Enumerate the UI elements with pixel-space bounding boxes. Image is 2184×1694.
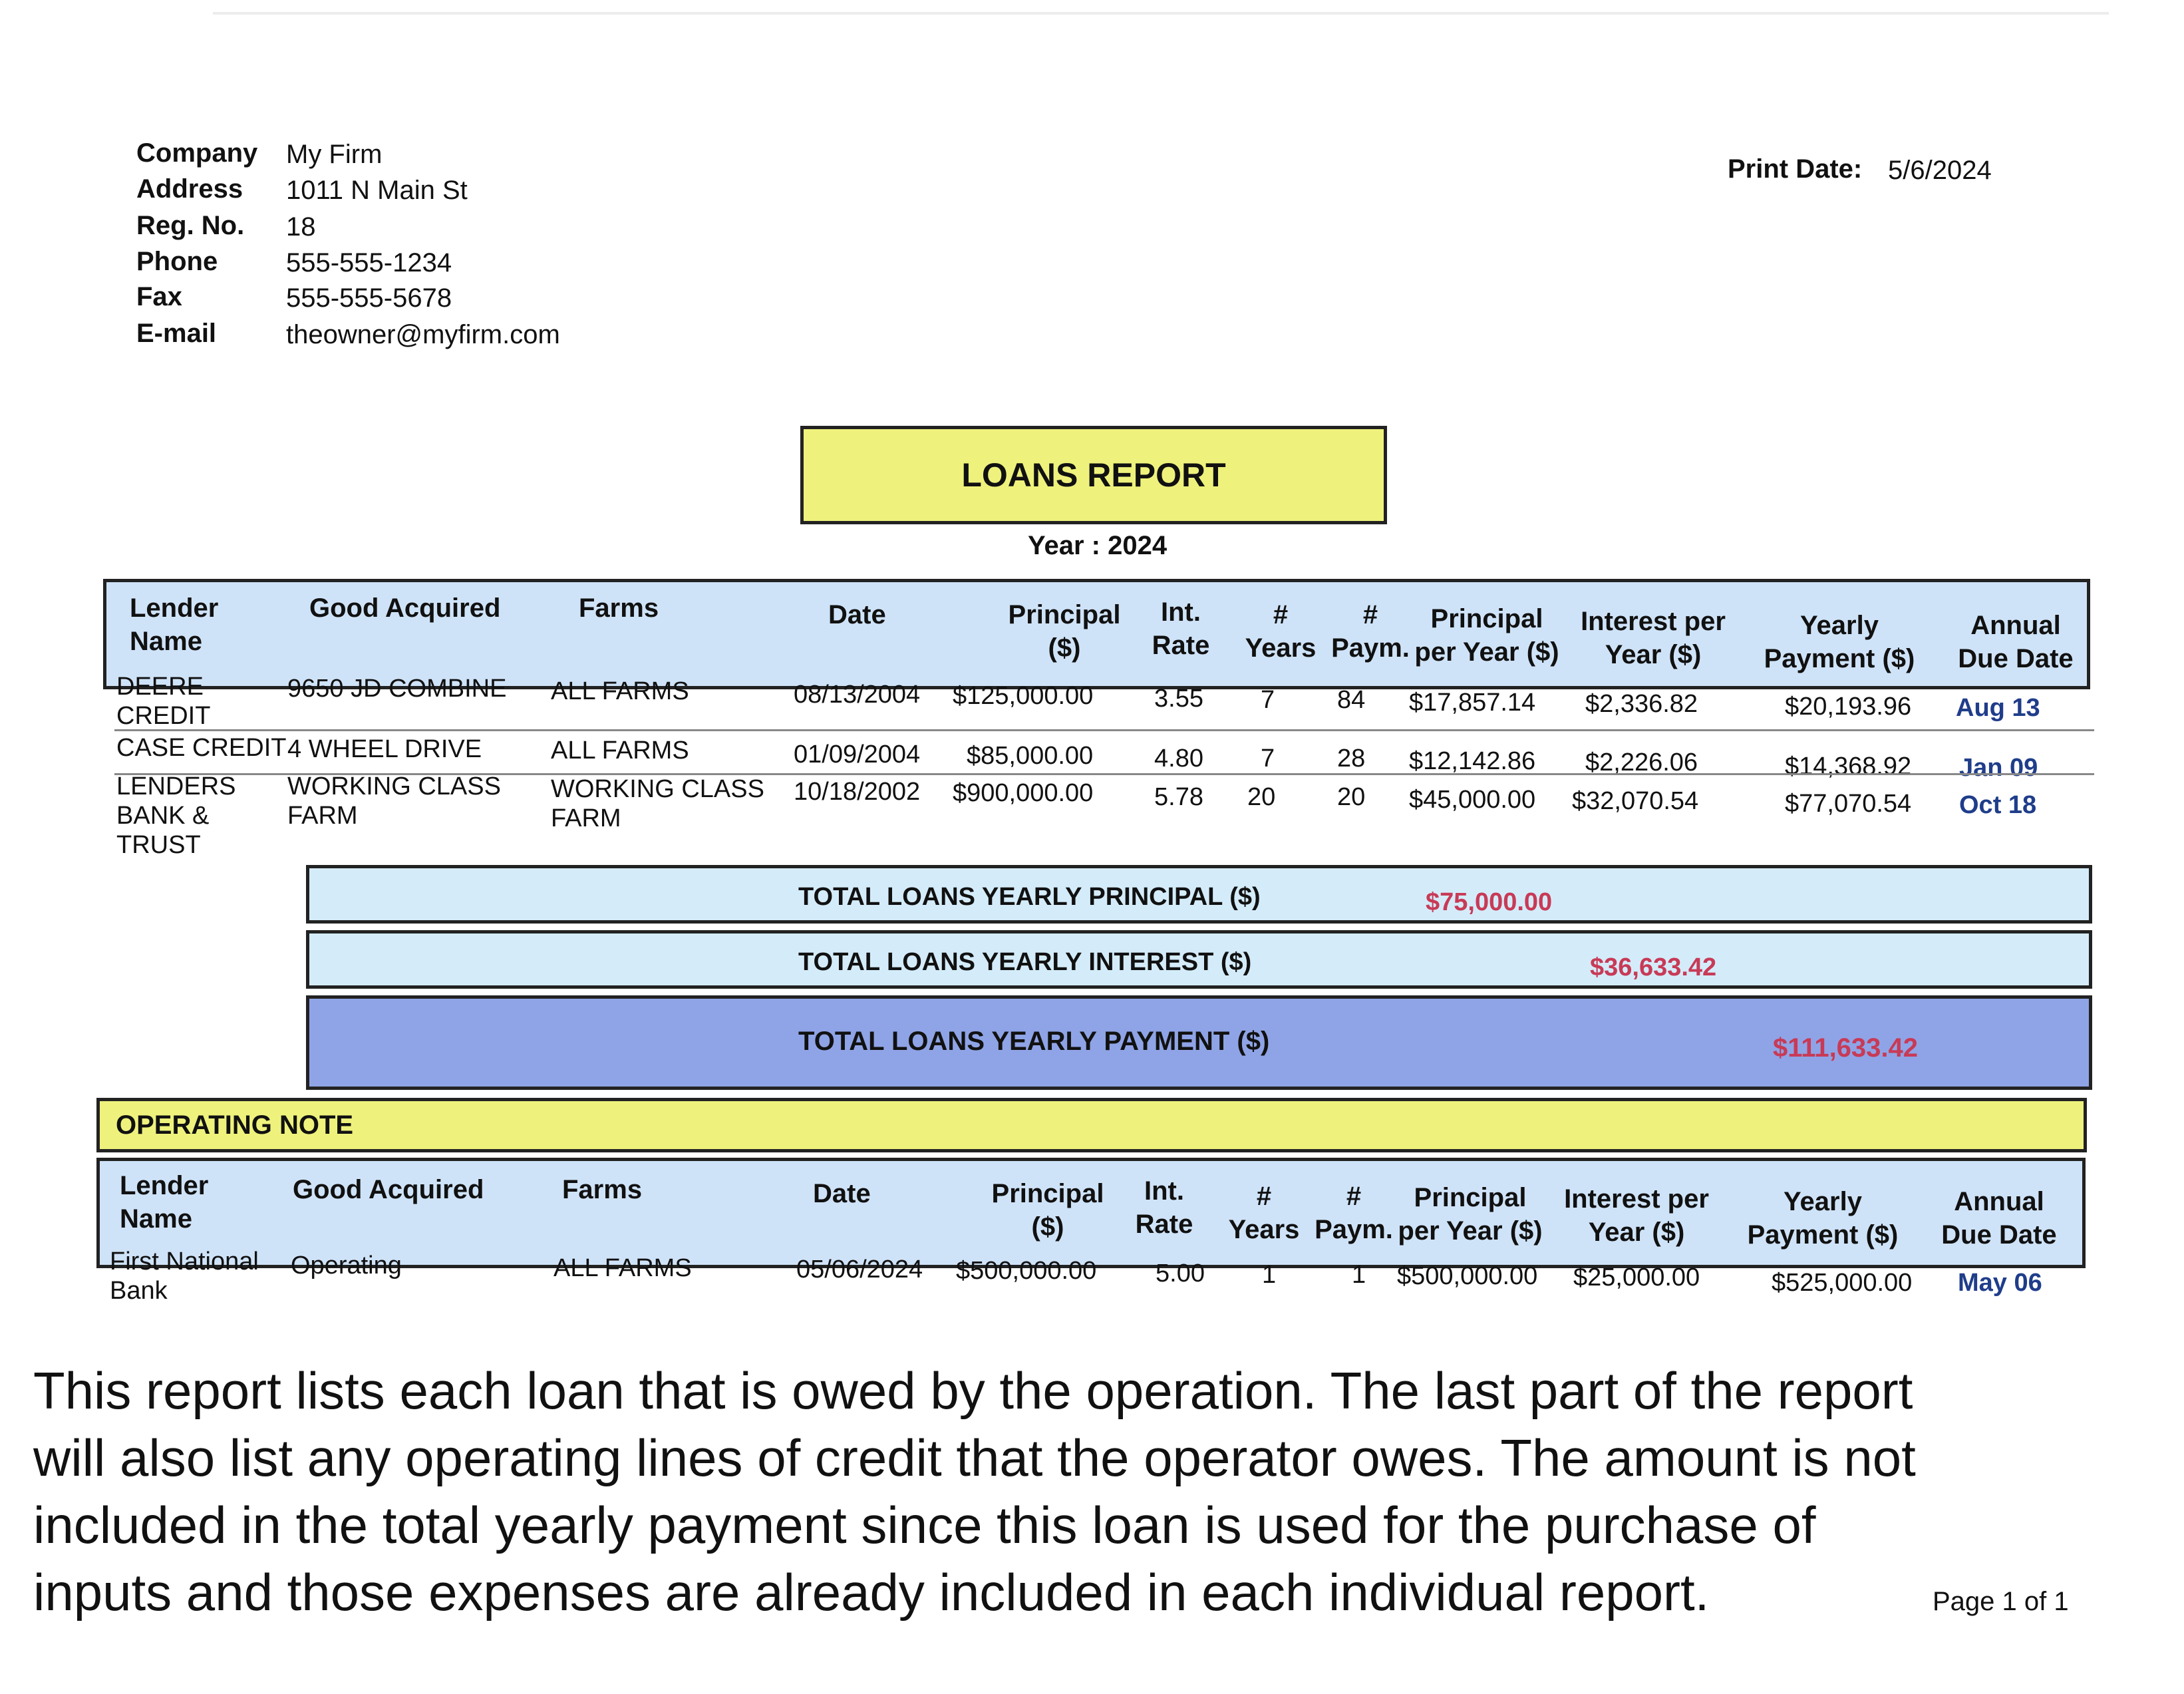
years: 7	[1261, 745, 1275, 772]
yearly-payment: $525,000.00	[1772, 1269, 1913, 1297]
header-principal-per-year: Principal per Year ($)	[1414, 604, 1559, 667]
reg-no-value: 18	[286, 212, 316, 242]
header-date: Date	[828, 600, 886, 629]
good-acquired: WORKING CLASS FARM	[287, 772, 501, 830]
header-annual-due-date: Annual Due Date	[1941, 1187, 2057, 1250]
total-principal-bar	[306, 865, 2092, 924]
row-divider	[114, 729, 2094, 731]
header-years: # Years	[1228, 1182, 1300, 1244]
loan-date: 08/13/2004	[794, 681, 921, 709]
year-label: Year :	[1028, 531, 1100, 560]
total-payment-label: TOTAL LOANS YEARLY PAYMENT ($)	[798, 1027, 1270, 1056]
annual-due-date: Oct 18	[1959, 791, 2037, 819]
total-payment-bar	[306, 995, 2092, 1090]
header-good-acquired: Good Acquired	[309, 593, 501, 623]
header-payments: # Paym.	[1331, 600, 1410, 663]
header-principal: Principal ($)	[991, 1179, 1104, 1242]
scan-edge-rule	[213, 12, 2109, 15]
years: 20	[1247, 783, 1276, 811]
principal-per-year: $45,000.00	[1409, 786, 1536, 814]
int-rate: 5.00	[1156, 1260, 1205, 1287]
good-acquired: 4 WHEEL DRIVE	[287, 735, 482, 763]
int-rate: 5.78	[1154, 783, 1203, 811]
phone-label: Phone	[136, 247, 218, 276]
email-value: theowner@myfirm.com	[286, 320, 560, 349]
total-principal-label: TOTAL LOANS YEARLY PRINCIPAL ($)	[798, 883, 1261, 911]
report-title: LOANS REPORT	[800, 426, 1387, 524]
yearly-payment: $20,193.96	[1785, 693, 1912, 721]
header-interest-per-year: Interest per Year ($)	[1564, 1184, 1709, 1247]
payments: 84	[1337, 686, 1366, 714]
header-good-acquired: Good Acquired	[293, 1175, 484, 1204]
yearly-payment: $14,368.92	[1785, 753, 1912, 780]
annual-due-date: May 06	[1958, 1269, 2042, 1297]
total-interest-label: TOTAL LOANS YEARLY INTEREST ($)	[798, 948, 1252, 976]
address-value: 1011 N Main St	[286, 176, 468, 205]
principal: $85,000.00	[967, 742, 1094, 770]
good-acquired: 9650 JD COMBINE	[287, 675, 507, 703]
total-payment-value: $111,633.42	[1773, 1033, 1919, 1063]
year-value: 2024	[1108, 531, 1168, 560]
farms: WORKING CLASS FARM	[551, 775, 764, 832]
header-farms: Farms	[579, 593, 659, 623]
header-principal-per-year: Principal per Year ($)	[1398, 1183, 1543, 1246]
farms: ALL FARMS	[551, 677, 689, 705]
annual-due-date: Aug 13	[1956, 694, 2040, 722]
lender-name: CASE CREDIT	[116, 734, 287, 762]
operating-note-label: OPERATING NOTE	[116, 1110, 354, 1140]
loan-date: 01/09/2004	[794, 741, 921, 768]
years: 7	[1261, 686, 1275, 714]
fax-value: 555-555-5678	[286, 283, 452, 313]
report-description: This report lists each loan that is owed by the operation. The last part of the report will also list any operating lines of credit that the operator owes. The amount is not included in the total yearly payment since this loan is used for the purchase of inputs and those expenses are already included in each individual report.	[33, 1361, 1916, 1621]
company-label: Company	[136, 138, 258, 168]
total-interest-bar	[306, 930, 2092, 989]
principal: $125,000.00	[953, 682, 1094, 710]
principal-per-year: $500,000.00	[1397, 1262, 1538, 1290]
header-principal: Principal ($)	[1008, 600, 1121, 663]
farms: ALL FARMS	[553, 1254, 692, 1282]
principal-per-year: $17,857.14	[1409, 689, 1536, 717]
good-acquired: Operating	[291, 1252, 402, 1279]
header-lender: Lender Name	[130, 593, 219, 656]
page-number: Page 1 of 1	[1933, 1587, 2069, 1616]
total-principal-value: $75,000.00	[1426, 888, 1553, 916]
report-year	[1028, 531, 1167, 561]
fax-label: Fax	[136, 282, 182, 311]
header-int-rate: Int. Rate	[1152, 597, 1210, 660]
operating-note-bar	[96, 1098, 2087, 1152]
address-label: Address	[136, 174, 243, 204]
int-rate: 3.55	[1154, 685, 1203, 713]
interest-per-year: $25,000.00	[1573, 1264, 1700, 1291]
payments: 1	[1352, 1261, 1366, 1289]
farms: ALL FARMS	[551, 737, 689, 764]
loan-date: 05/06/2024	[796, 1256, 923, 1283]
reg-no-label: Reg. No.	[136, 211, 245, 240]
header-int-rate: Int. Rate	[1135, 1176, 1193, 1239]
yearly-payment: $77,070.54	[1785, 790, 1912, 818]
header-date: Date	[813, 1179, 871, 1208]
principal: $500,000.00	[956, 1257, 1097, 1285]
principal-per-year: $12,142.86	[1409, 747, 1536, 775]
email-label: E-mail	[136, 319, 217, 348]
header-farms: Farms	[562, 1175, 643, 1204]
company-value: My Firm	[286, 140, 383, 169]
lender-name: LENDERS BANK & TRUST	[116, 772, 236, 859]
loans-table-header	[103, 579, 2090, 689]
principal: $900,000.00	[953, 779, 1094, 807]
header-yearly-payment: Yearly Payment ($)	[1747, 1187, 1899, 1250]
interest-per-year: $2,226.06	[1585, 749, 1698, 776]
loan-date: 10/18/2002	[794, 778, 921, 806]
years: 1	[1262, 1261, 1277, 1289]
header-annual-due-date: Annual Due Date	[1958, 611, 2074, 673]
header-years: # Years	[1245, 600, 1317, 663]
payments: 20	[1337, 783, 1366, 811]
annual-due-date: Jan 09	[1959, 754, 2038, 782]
header-lender: Lender Name	[120, 1171, 209, 1234]
int-rate: 4.80	[1154, 745, 1203, 772]
header-interest-per-year: Interest per Year ($)	[1581, 607, 1726, 669]
lender-name: First National Bank	[110, 1248, 259, 1305]
interest-per-year: $2,336.82	[1585, 690, 1698, 718]
header-payments: # Paym.	[1315, 1182, 1393, 1244]
interest-per-year: $32,070.54	[1572, 787, 1699, 815]
header-yearly-payment: Yearly Payment ($)	[1764, 611, 1915, 673]
print-date-label: Print Date:	[1728, 154, 1863, 184]
lender-name: DEERE CREDIT	[116, 673, 211, 730]
print-date-value: 5/6/2024	[1888, 156, 1992, 185]
phone-value: 555-555-1234	[286, 248, 452, 277]
total-interest-value: $36,633.42	[1590, 953, 1717, 981]
payments: 28	[1337, 745, 1366, 772]
